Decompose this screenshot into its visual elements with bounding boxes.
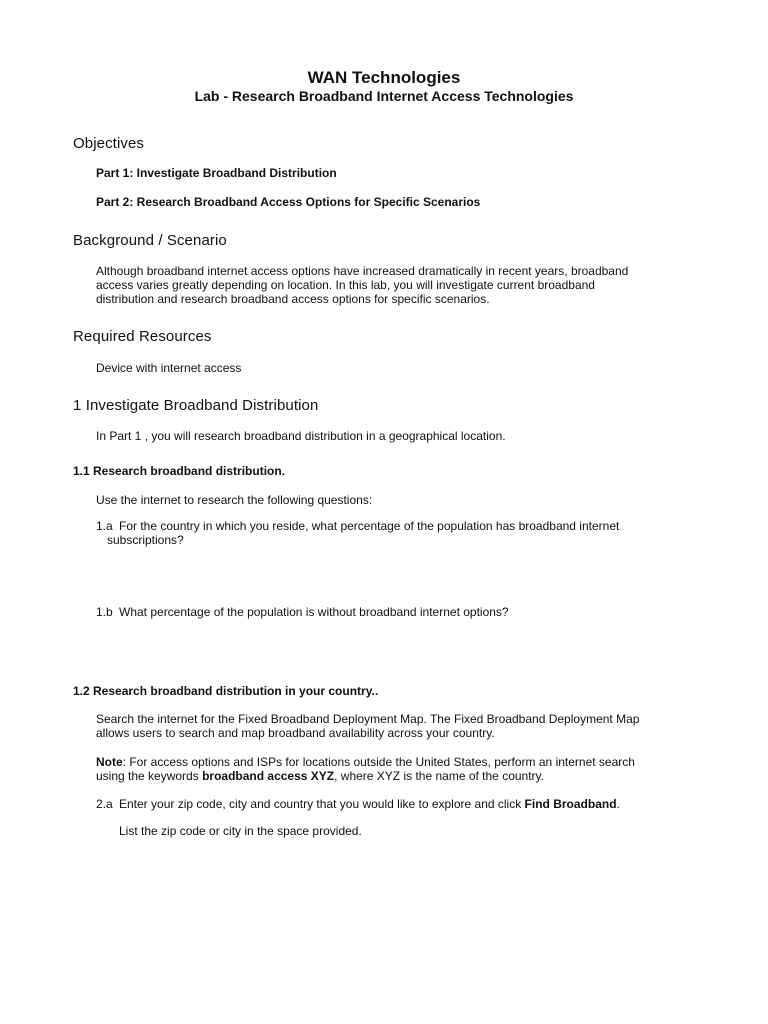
question-2a-text: Enter your zip code, city and country that you would like to explore and click xyxy=(119,797,525,811)
step2-note xyxy=(96,755,635,783)
resources-heading: Required Resources xyxy=(73,328,212,345)
background-line-1: Although broadband internet access options have increased dramatically in recent years, broadband xyxy=(96,264,629,278)
question-1a-number: 1.a xyxy=(96,519,113,533)
note-line2-start: using the keywords xyxy=(96,769,203,783)
find-broadband-label: Find Broadband xyxy=(524,797,617,811)
objectives-heading: Objectives xyxy=(73,135,145,152)
question-2a-instruction: List the zip code or city in the space provided. xyxy=(119,824,362,838)
background-line-3: distribution and research broadband access options for specific scenarios. xyxy=(96,292,490,306)
question-2a xyxy=(96,797,620,811)
background-heading: Background / Scenario xyxy=(73,232,227,249)
section1-heading: 1 Investigate Broadband Distribution xyxy=(73,397,319,414)
document-subtitle: Lab - Research Broadband Internet Access Technologies xyxy=(194,88,574,104)
step2-paragraph-line-2: allows users to search and map broadband availability across your country. xyxy=(96,726,495,740)
question-1b-number: 1.b xyxy=(96,605,113,619)
objective-part2: Part 2: Research Broadband Access Options for Specific Scenarios xyxy=(96,195,481,209)
note-line2-end: , where XYZ is the name of the country. xyxy=(334,769,544,783)
background-paragraph xyxy=(96,264,628,306)
note-label: Note xyxy=(96,755,123,769)
question-2a-number: 2.a xyxy=(96,797,113,811)
resources-text: Device with internet access xyxy=(96,361,242,375)
question-1a-line1: For the country in which you reside, what percentage of the population has broadband internet xyxy=(119,519,620,533)
question-1a-line2: subscriptions? xyxy=(107,533,184,547)
document-title: WAN Technologies xyxy=(307,68,461,87)
step1-intro: Use the internet to research the following questions: xyxy=(96,493,373,507)
note-line1-text: : For access options and ISPs for locations outside the United States, perform an internet search xyxy=(122,755,635,769)
step2-paragraph xyxy=(96,712,639,740)
note-keywords: broadband access XYZ xyxy=(202,769,335,783)
background-line-2: access varies greatly depending on location. In this lab, you will investigate current broadband xyxy=(96,278,595,292)
step2-paragraph-line-1: Search the internet for the Fixed Broadband Deployment Map. The Fixed Broadband Deployment Map xyxy=(96,712,640,726)
objective-part1: Part 1: Investigate Broadband Distribution xyxy=(96,166,337,180)
step1-heading: 1.1 Research broadband distribution. xyxy=(73,464,286,478)
question-1a xyxy=(96,519,619,547)
question-1b-text: What percentage of the population is without broadband internet options? xyxy=(119,605,509,619)
question-2a-end: . xyxy=(616,797,620,811)
step2-heading: 1.2 Research broadband distribution in your country.. xyxy=(73,684,379,698)
question-1b xyxy=(96,605,509,619)
section1-intro: In Part 1 , you will research broadband distribution in a geographical location. xyxy=(96,429,506,443)
